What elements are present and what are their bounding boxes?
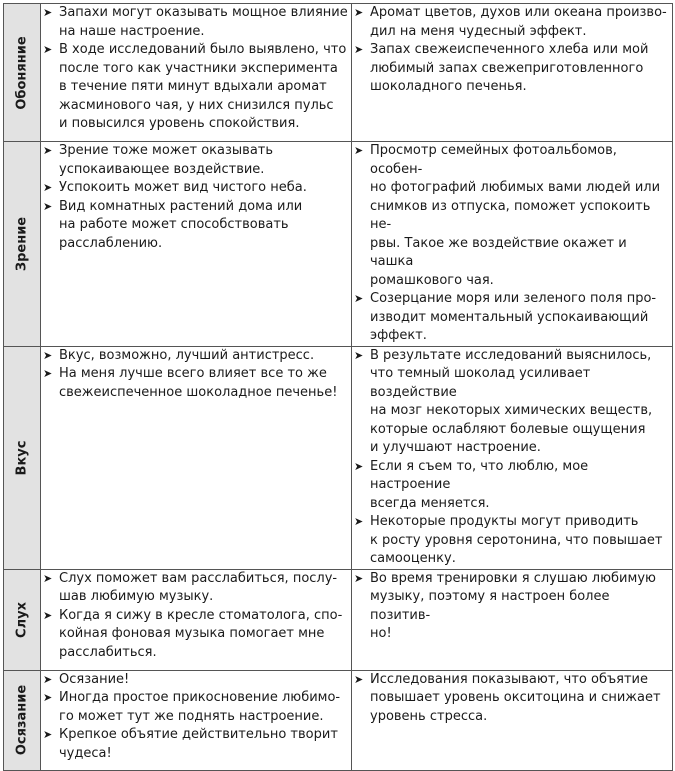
bullet-line: рвы. Такое же воздействие окажет и чашка <box>370 235 627 269</box>
bullet-line: после того как участники эксперимента <box>59 60 338 76</box>
arrow-bullet-icon: ➤ <box>354 459 364 473</box>
facts-cell <box>41 569 352 670</box>
arrow-bullet-icon: ➤ <box>43 43 53 56</box>
bullet-line: шоколадного печенья. <box>370 79 527 94</box>
arrow-bullet-icon: ➤ <box>43 6 53 19</box>
bullet-line: расслаблению. <box>59 235 163 251</box>
bullet-line: эффект. <box>370 328 427 343</box>
bullet-line: на работе может способствовать <box>59 217 289 232</box>
bullet-line: Запахи могут оказывать мощное влияние <box>59 5 348 20</box>
senses-table <box>3 3 673 771</box>
row-touch <box>4 670 673 770</box>
bullet-line: но! <box>370 626 392 641</box>
arrow-bullet-icon: ➤ <box>43 571 53 585</box>
row-sight <box>4 142 673 347</box>
personal-cell <box>352 4 673 142</box>
bullet-line: чудеса! <box>59 745 112 761</box>
bullet-line: и улучшают настроение. <box>370 440 541 455</box>
bullet-line: жасминового чая, у них снизился пульс <box>59 97 334 113</box>
arrow-bullet-icon: ➤ <box>43 348 53 362</box>
bullet-line: расслабиться. <box>59 644 157 660</box>
bullet-line: Аромат цветов, духов или океана произво- <box>370 5 667 20</box>
row-label: Вкус <box>14 440 30 475</box>
bullet-line: Некоторые продукты могут приводить <box>370 514 639 529</box>
bullet-line: уровень стресса. <box>370 708 488 724</box>
bullet-line: Вид комнатных растений дома или <box>59 198 303 214</box>
bullet-item <box>41 726 351 763</box>
bullet-item <box>352 671 672 727</box>
facts-cell <box>41 4 352 142</box>
bullet-item <box>41 179 351 198</box>
facts-cell <box>41 142 352 347</box>
arrow-bullet-icon: ➤ <box>43 728 53 741</box>
bullet-line: Крепкое объятие действительно творит <box>59 727 338 742</box>
row-label: Зрение <box>14 216 30 271</box>
bullet-line: На меня лучше всего влияет все то же <box>59 366 327 381</box>
bullet-item <box>352 570 672 644</box>
bullet-item <box>41 570 351 607</box>
bullet-line: на наше настроение. <box>59 23 205 39</box>
personal-cell <box>352 346 673 569</box>
bullet-line: Иногда простое прикосновение любимо- <box>59 690 341 705</box>
row-label-cell <box>4 4 41 142</box>
bullet-item <box>41 689 351 726</box>
row-label: Слух <box>14 601 30 638</box>
row-label-cell <box>4 346 41 569</box>
bullet-line: всегда меняется. <box>370 495 490 511</box>
bullet-item <box>352 290 672 346</box>
bullet-line: к росту уровня серотонина, что повышает <box>370 532 663 548</box>
bullet-item <box>41 198 351 254</box>
bullet-line: го может тут же поднять настроение. <box>59 708 324 724</box>
arrow-bullet-icon: ➤ <box>43 608 53 622</box>
row-label: Осязание <box>14 684 30 756</box>
facts-cell <box>41 346 352 569</box>
bullet-line: Во время тренировки я слушаю любимую <box>370 570 656 586</box>
bullet-item <box>41 142 351 179</box>
arrow-bullet-icon: ➤ <box>43 367 53 380</box>
arrow-bullet-icon: ➤ <box>43 672 53 686</box>
personal-cell <box>352 142 673 347</box>
bullet-item <box>41 347 351 366</box>
personal-cell <box>352 670 673 770</box>
bullet-line: музыку, поэтому я настроен более позитив- <box>370 589 610 623</box>
bullet-line: Когда я сижу в кресле стоматолога, спо- <box>59 607 343 623</box>
bullet-item <box>352 41 672 97</box>
bullet-item <box>352 142 672 290</box>
bullet-line: но фотографий любимых вами людей или <box>370 180 661 195</box>
bullet-line: дил на меня чудесный эффект. <box>370 23 587 39</box>
bullet-line: Успокоить может вид чистого неба. <box>59 180 307 195</box>
arrow-bullet-icon: ➤ <box>354 348 364 362</box>
row-label-cell <box>4 670 41 770</box>
bullet-line: шав любимую музыку. <box>59 589 214 604</box>
bullet-item <box>41 4 351 41</box>
arrow-bullet-icon: ➤ <box>354 43 364 56</box>
arrow-bullet-icon: ➤ <box>43 144 53 157</box>
arrow-bullet-icon: ➤ <box>354 515 364 528</box>
arrow-bullet-icon: ➤ <box>43 181 53 194</box>
bullet-item <box>41 607 351 663</box>
arrow-bullet-icon: ➤ <box>43 691 53 704</box>
bullet-line: любимый запах свежеприготовленного <box>370 60 644 76</box>
bullet-line: Вкус, возможно, лучший антистресс. <box>59 347 315 363</box>
bullet-line: ромашкового чая. <box>370 272 494 288</box>
bullet-line: и повысился уровень спокойствия. <box>59 116 300 131</box>
bullet-line: Осязание! <box>59 671 130 687</box>
facts-cell <box>41 670 352 770</box>
arrow-bullet-icon: ➤ <box>43 199 53 213</box>
bullet-item <box>352 458 672 514</box>
bullet-line: что темный шоколад усиливает воздействие <box>370 366 591 400</box>
bullet-item <box>41 365 351 402</box>
row-label-cell <box>4 569 41 670</box>
bullet-line: Зрение тоже может оказывать <box>59 143 274 158</box>
bullet-line: в течение пяти минут вдыхали аромат <box>59 79 327 94</box>
bullet-line: снимков из отпуска, поможет успокоить не- <box>370 198 651 232</box>
bullet-item <box>41 41 351 134</box>
bullet-line: повышает уровень окситоцина и снижает <box>370 690 661 705</box>
bullet-line: самооценку. <box>370 551 456 566</box>
bullet-line: успокаивающее воздействие. <box>59 161 265 177</box>
bullet-line: которые ослабляют болевые ощущения <box>370 421 646 437</box>
bullet-line: изводит моментальный успокаивающий <box>370 309 649 325</box>
bullet-line: Слух поможет вам расслабиться, послу- <box>59 570 338 586</box>
bullet-line: Запах свежеиспеченного хлеба или мой <box>370 42 649 57</box>
bullet-line: В ходе исследований было выявлено, что <box>59 42 347 57</box>
row-label-cell <box>4 142 41 347</box>
row-hearing <box>4 569 673 670</box>
row-taste <box>4 346 673 569</box>
personal-cell <box>352 569 673 670</box>
bullet-line: свежеиспеченное шоколадное печенье! <box>59 384 338 400</box>
bullet-item <box>41 671 351 690</box>
arrow-bullet-icon: ➤ <box>354 672 364 686</box>
row-smell <box>4 4 673 142</box>
bullet-line: на мозг некоторых химических веществ, <box>370 403 653 418</box>
bullet-line: Созерцание моря или зеленого поля про- <box>370 291 657 306</box>
arrow-bullet-icon: ➤ <box>354 6 364 19</box>
bullet-line: Если я съем то, что люблю, мое настроение <box>370 458 589 492</box>
bullet-item <box>352 4 672 41</box>
row-label: Обоняние <box>14 35 30 110</box>
bullet-item <box>352 347 672 458</box>
arrow-bullet-icon: ➤ <box>354 571 364 585</box>
bullet-line: Просмотр семейных фотоальбомов, особен- <box>370 143 617 177</box>
bullet-line: Исследования показывают, что объятие <box>370 671 648 687</box>
arrow-bullet-icon: ➤ <box>354 292 364 305</box>
bullet-line: В результате исследований выяснилось, <box>370 347 652 363</box>
arrow-bullet-icon: ➤ <box>354 144 364 157</box>
bullet-item <box>352 513 672 569</box>
bullet-line: койная фоновая музыка помогает мне <box>59 626 325 641</box>
